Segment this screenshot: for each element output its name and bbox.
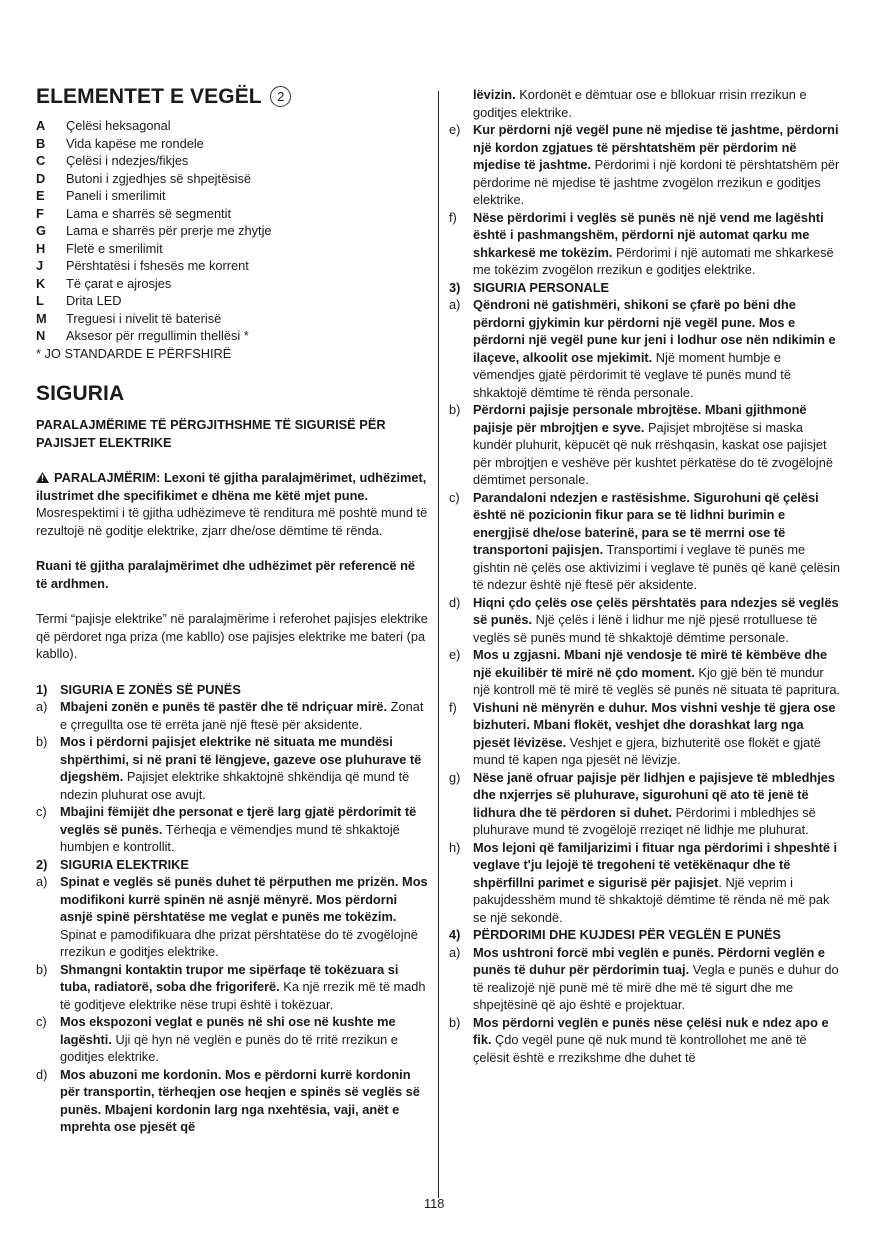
item-marker: b) [36, 961, 48, 977]
part-key: E [36, 188, 45, 203]
part-label: Lama e sharrës së segmentit [66, 205, 232, 221]
part-label: Paneli i smerilimit [66, 188, 166, 203]
term-definition: Termi “pajisje elektrike” në paralajmërime i referohet pajisjes elektrike që përdoret nga priza (me kabllo) ose pajisjes elektrike me bateri (pa kabllo). [36, 611, 428, 661]
parts-list [36, 117, 428, 345]
item-text: Nëse janë ofruar pajisje për lidhjen e pajisjeve të mbledhjes dhe nxjerrjes së pluhurave, sigurohuni që ato të jenë të lidhura dhe të përdoren si duhet. Përdorimi i mbledhjes së pluhurave mund të zvogëlojë rreziqet në lidhje me pluhurat. [473, 769, 836, 837]
item-marker: f) [449, 699, 457, 715]
item-text: Nëse përdorimi i veglës së punës në një vend me lagështi është i pashmangshëm, përdorni një automat qarku me shkarkesë me tokëzim. Përdorimi i një automati me shkarkesë me tokëzim zvogëlon rrezikun e goditjes elektrike. [473, 209, 834, 277]
part-label: Aksesor për rregullimin thellësi * [66, 328, 249, 343]
item-text: Mbajini fëmijët dhe personat e tjerë larg gjatë përdorimit të veglës së punës. Tërheqja e vëmendjes mund të shkaktojë humbjen e kontrollit. [60, 804, 417, 854]
part-item [36, 257, 428, 275]
part-label: Vida kapëse me rondele [66, 135, 204, 151]
safety-item [36, 733, 428, 803]
part-item [36, 170, 428, 188]
part-key: B [36, 135, 46, 151]
item-marker: a) [36, 699, 48, 714]
item-marker: d) [36, 1066, 48, 1082]
safety-item [449, 1014, 841, 1067]
part-item [36, 205, 428, 223]
item-text: Parandaloni ndezjen e rastësishme. Sigurohuni që çelësi është në pozicionin fikur para se të lidhni burimin e energjisë dhe/ose baterinë, para se të merrni ose të transportoni pajisjen. Transportimi i veglave të punës me gishtin në çelës ose aktivizimi i veglave të punës që kanë çelësin të ndezur është një ftesë për aksidente. [473, 489, 841, 592]
item-marker: a) [449, 297, 461, 312]
safety-item [36, 1066, 428, 1136]
elements-heading: ELEMENTET E VEGËL 2 [36, 84, 428, 110]
safety-item [449, 296, 841, 401]
keep-instructions: Ruani të gjitha paralajmërimet dhe udhëzimet për referencë në të ardhmen. [36, 558, 416, 591]
figure-ref-circle: 2 [270, 86, 291, 107]
part-key: K [36, 275, 46, 291]
part-item [36, 135, 428, 153]
safety-item [36, 873, 428, 961]
part-item [36, 222, 428, 240]
part-key: C [36, 153, 46, 168]
item-text: Mbajeni zonën e punës të pastër dhe të ndriçuar mirë. Zonat e çrregullta ose të errëta janë një ftesë për aksidente. [60, 699, 424, 732]
right-column [449, 86, 841, 1066]
part-key: D [36, 170, 46, 186]
safety-heading: SIGURIA [36, 382, 125, 405]
item-marker: h) [449, 839, 461, 855]
section-1-heading: 1) SIGURIA E ZONËS SË PUNËS [36, 681, 241, 697]
part-label: Përshtatësi i fshesës me korrent [66, 258, 249, 273]
safety-item [449, 699, 841, 769]
item-text: Shmangni kontaktin trupor me sipërfaqe të tokëzuara si tuba, radiatorë, soba dhe frigoriferë. Ka një rrezik më të madh të goditjeve elektrike nëse trupi është i tokëzuar. [60, 961, 426, 1012]
item-marker: b) [449, 402, 461, 417]
item-marker: c) [449, 489, 460, 505]
safety-item [36, 698, 428, 733]
part-key: F [36, 205, 44, 221]
item-text: Qëndroni në gatishmëri, shikoni se çfarë po bëni dhe përdorni gjykimin kur përdorni një vegël pune. Mos e përdorni një vegël pune kur jeni i lodhur ose nën ndikimin e ilaçeve, alkoolit ose mjekimit. Një moment humbje e vëmendjes gjatë përdorimit të veglave të punës mund të shkaktojë dëmtime të rënda personale. [473, 297, 836, 400]
safety-item [36, 1013, 428, 1066]
item-marker: b) [36, 734, 48, 749]
item-text: Mos lejoni që familjarizimi i fituar nga përdorimi i shpeshtë i veglave t'ju lejojë të tregoheni të vetëkënaqur dhe të shpërfillni parimet e sigurisë për pajisjet. Një veprim i pakujdesshëm mund të shkaktojë dëmtime të rënda në më pak se një sekondë. [473, 839, 838, 925]
section-2-continuation: lëvizin. Kordonët e dëmtuar ose e bllokuar rrisin rrezikun e goditjes elektrike. [473, 87, 807, 120]
part-label: Fletë e smerilimit [66, 240, 163, 256]
item-marker: a) [449, 944, 461, 960]
part-item [36, 152, 428, 170]
part-item [36, 117, 428, 135]
part-item [36, 292, 428, 310]
section-2-heading: 2) SIGURIA ELEKTRIKE [36, 856, 189, 872]
item-text: Mos u zgjasni. Mbani një vendosje të mirë të këmbëve dhe një ekuilibër të mirë në çdo moment. Kjo gjë bën të mundur një kontroll më të mirë të veglës së punës në situata të papritura. [473, 647, 841, 697]
page-number: 118 [424, 1196, 445, 1211]
item-marker: e) [449, 647, 461, 662]
part-item [36, 327, 428, 345]
item-marker: c) [36, 804, 47, 819]
column-divider [438, 91, 439, 1198]
safety-item [449, 646, 841, 699]
section-2-list-continued [449, 121, 841, 279]
part-key: A [36, 118, 46, 133]
safety-item [36, 961, 428, 1014]
item-text: Përdorni pajisje personale mbrojtëse. Mbani gjithmonë pajisje për mbrojtjen e syve. Pajisjet mbrojtëse si maska kundër pluhurit, këpucët që nuk rrëshqasin, kaskat ose pajisjet për mbrojtjen e veshëve për kushtet përkatëse do të zvogëlojnë dëmtimet personale. [473, 402, 833, 487]
part-item [36, 275, 428, 293]
section-3-heading: 3) SIGURIA PERSONALE [449, 279, 610, 295]
general-warning: !PARALAJMËRIM: Lexoni të gjitha paralajmërimet, udhëzimet, ilustrimet dhe specifikimet e dhëna me këtë mjet pune. Mosrespektimi i të gjitha udhëzimeve të renditura më poshtë mund të rezultojë në goditje elektrike, zjarr dhe/ose dëmtime të rënda. [36, 469, 428, 539]
part-key: G [36, 223, 46, 238]
item-text: Mos ekspozoni veglat e punës në shi ose në kushte me lagështi. Uji që hyn në veglën e punës do të rritë rrezikun e goditjes elektrike. [60, 1014, 398, 1064]
parts-footnote: * JO STANDARDE E PËRFSHIRË [36, 345, 232, 361]
safety-item [449, 121, 841, 209]
item-marker: d) [449, 594, 461, 610]
item-text: Kur përdorni një vegël pune në mjedise të jashtme, përdorni një kordon zgjatues të përshtatshëm për përdorim në mjedise të jashtme. Përdorimi i një kordoni të përshtatshëm për përdorime në mjedise të jashtme zvogëlon rrezikun e goditjes elektrike. [473, 122, 840, 207]
item-marker: b) [449, 1014, 461, 1030]
item-marker: f) [449, 209, 457, 225]
item-text: Mos abuzoni me kordonin. Mos e përdorni kurrë kordonin për transportin, tërheqjen ose heqjen e spinës së veglës së punës. Mbajeni kordonin larg nga nxehtësia, vaji, anët e mprehta ose pjesët që [60, 1066, 420, 1134]
item-text: Mos përdorni veglën e punës nëse çelësi nuk e ndez apo e fik. Çdo vegël pune që nuk mund të kontrollohet me anë të çelësit është e rrezikshme dhe duhet të [473, 1014, 829, 1065]
part-item [36, 240, 428, 258]
part-key: N [36, 328, 46, 343]
item-marker: e) [449, 122, 461, 137]
item-marker: g) [449, 769, 461, 785]
item-text: Mos ushtroni forcë mbi veglën e punës. Përdorni veglën e punës të duhur për përdorimin tuaj. Vegla e punës e duhur do të realizojë një punë më të mirë dhe më të sigurt dhe me shpejtësinë që ajo është e projektuar. [473, 944, 839, 1012]
item-text: Hiqni çdo çelës ose çelës përshtatës para ndezjes së veglës së punës. Një çelës i lënë i lidhur me një pjesë rrotulluese të veglës së punës mund të shkaktojë dëmtime personale. [473, 594, 839, 645]
part-label: Lama e sharrës për prerje me zhytje [66, 223, 272, 238]
part-item [36, 310, 428, 328]
part-key: L [36, 293, 44, 308]
part-label: Treguesi i nivelit të baterisë [66, 310, 222, 326]
safety-item [449, 401, 841, 489]
item-text: Spinat e veglës së punës duhet të përputhen me prizën. Mos modifikoni kurrë spinën në asnjë mënyrë. Mos përdorni asnjë spinë përshtatëse me veglat e punës me tokëzim. Spinat e pamodifikuara dhe prizat përshtatëse do të zvogëlojnë rrezikun e goditjes elektrike. [60, 874, 428, 959]
safety-item [449, 769, 841, 839]
part-label: Çelësi heksagonal [66, 118, 171, 133]
safety-item [449, 489, 841, 594]
section-2-list [36, 873, 428, 1136]
safety-item [449, 594, 841, 647]
item-marker: c) [36, 1014, 47, 1029]
safety-subtitle: PARALAJMËRIME TË PËRGJITHSHME TË SIGURISË PËR PAJISJET ELEKTRIKE [36, 417, 386, 450]
part-item [36, 187, 428, 205]
part-label: Çelësi i ndezjes/fikjes [66, 153, 189, 168]
section-4-list [449, 944, 841, 1067]
part-key: H [36, 240, 46, 256]
section-1-list [36, 698, 428, 856]
part-label: Drita LED [66, 293, 122, 308]
section-3-list [449, 296, 841, 926]
part-key: M [36, 310, 47, 326]
item-text: Vishuni në mënyrën e duhur. Mos vishni veshje të gjera ose bizhuteri. Mbani flokët, veshjet dhe dorashkat larg nga pjesët lëvizëse. Veshjet e gjera, bizhuteritë ose flokët e gjatë mund të kapen nga pjesët në lëvizje. [473, 699, 836, 767]
part-key: J [36, 258, 44, 273]
section-4-heading: 4) PËRDORIMI DHE KUJDESI PËR VEGLËN E PUNËS [449, 927, 781, 942]
item-text: Mos i përdorni pajisjet elektrike në situata me mundësi shpërthimi, si në prani të lëngjeve, gazeve ose pluhurave të djegshëm. Pajisjet elektrike shkaktojnë shkëndija që mund të ndezin pluhurat ose avujt. [60, 734, 422, 802]
part-label: Butoni i zgjedhjes së shpejtësisë [66, 170, 251, 186]
safety-item [449, 839, 841, 927]
warning-icon [36, 472, 49, 483]
safety-item [36, 803, 428, 856]
item-marker: a) [36, 874, 48, 889]
left-column [36, 84, 428, 1136]
part-label: Të çarat e ajrosjes [66, 275, 172, 291]
safety-item [449, 209, 841, 279]
safety-item [449, 944, 841, 1014]
